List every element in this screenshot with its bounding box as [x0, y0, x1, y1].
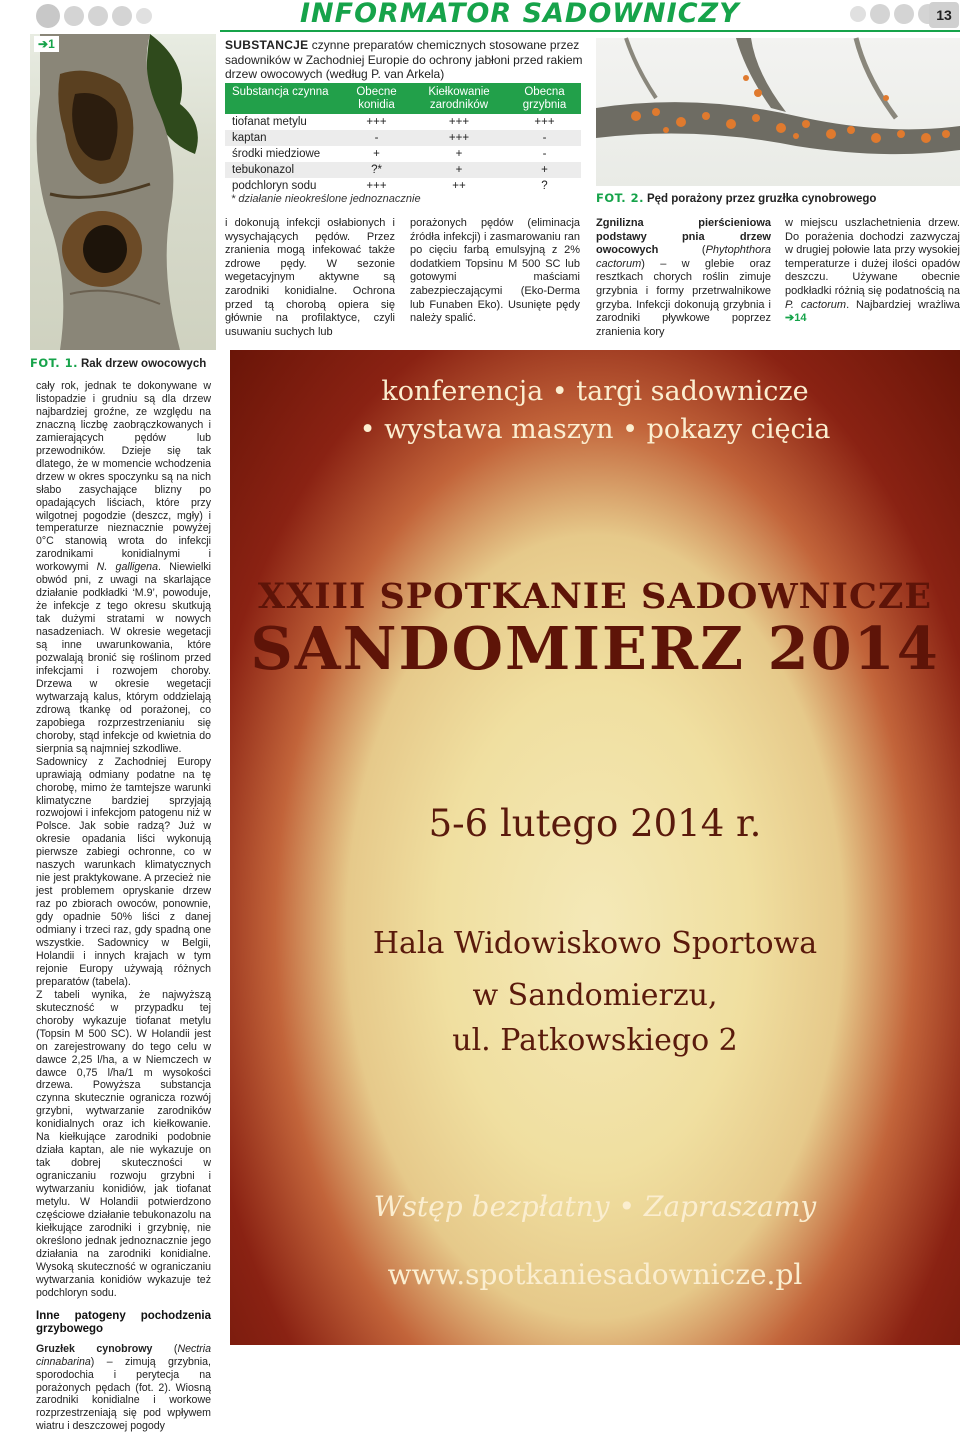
branch-illustration	[596, 38, 960, 186]
table-row: tebukonazol ?* + +	[225, 162, 581, 178]
photo-canker	[30, 34, 216, 350]
header-rule	[220, 30, 960, 32]
substances-table	[225, 83, 581, 194]
ad-venue-line3: ul. Patkowskiego 2	[452, 1023, 738, 1058]
table-lead: SUBSTANCJE czynne preparatów chemicznych stosowane przez sadowników w Zachodniej Europie do ochrony jabłoni przed rakiem drzew owocowych (według P. van Arkela)	[225, 38, 583, 81]
photo-tag: ➔1	[34, 36, 59, 52]
tree-canker-illustration	[30, 34, 216, 350]
text-column-d: Zgnilizna pierścieniowa podstawy pnia drzew owocowych (Phytophthora cactorum) – w glebie oraz resztkach chorych roślin zimuje grzybnia i formy przetrwalnikowe grzyba. Infekcji dokonują grzybnia i zarodniki pływkowe poprzez zranienia kory	[596, 217, 771, 338]
text-column-left: cały rok, jednak te dokonywane w listopadzie i grudniu są dla drzew najbardziej groźne, ze względu na znaczną liczbę zaobrączkowanych i zamierających pędów lub przewodników. Dzieje się tak dlatego, że w momencie wchodzenia drzew w okres spoczynku są na nich słabo zasychające blizny po opadających liściach, które przy wilgotnej pogodzie (deszcz, mgły) i temperaturze nieznacznie powyżej 0°C stanowią wrota do infekcji zarodnikami konidialnymi i workowymi N. galligena. Niewielki obwód pni, z uwagi na skarlające działanie podkładki ‘M.9’, powoduje, że infekcje z tego okresu skutkują tak dużymi stratami w nowych nasadzeniach. W okresie wegetacji są inne uwarunkowania, które pozwalają bronić się roślinom przed infekcjami i rozwojem choroby. Drzewa w okresie wegetacji wytwarzają kalus, którym oddzielają zdrową tkankę od porażonej, co zapobiega rozprzestrzenianiu się choroby, stąd infekcje od kwietnia do sierpnia są najmniej szkodliwe. Sadownicy z Zachodniej Europy uprawiają odmiany podatne na tę chorobę, mimo że tamtejsze warunki klimatyczne bardziej sprzyjają rozwojowi i infekcjom patogenu niż w Polsce. Jak sobie radzą? Już w okresie opadania liści wykonują pierwsze zabiegi ochronne, co w naszych warunkach klimatycznych nie jest praktykowane. A przecież nie jest problemem opryskanie drzew raz po zbiorach owoców, ponownie, gdy opadnie 50% liści z danej odmiany i trzeci raz, gdy spadną one wszystkie. Sadownicy w Belgii, Holandii i innych krajach w tym rejonie Europy używają różnych preparatów (tabela). Z tabeli wynika, że najwyższą skuteczność w przypadku tej choroby wykazuje tiofanat metylu (Topsin M 500 SC). W Holandii jest on zarejestrowany do tego celu w dawce 2,25 l/ha, a w Niemczech w dawce 0,75 l/ha/1 m wysokości drzewa. Powyższa substancja czynna skutecznie ogranicza rozwój grzybni, wytwarzanie zarodników konidialnych oraz ich kiełkowanie. Na kiełkujące zarodniki podobnie działa kaptan, ale nie wykazuje on tak dobrej skuteczności w ograniczaniu rozwoju grzybni i wytwarzaniu konidiów, jak tiofanat metylu. W Holandii potwierdzono częściowe działanie tebukonazolu na kiełkujące zarodniki i grzybnię, nie określono jednak jednoznacznie jego działania na zarodniki konidialne. Wysoką skuteczność w ograniczaniu wytwarzania konidiów wykazuje też podchloryn sodu. Inne patogeny pochodzenia grzybowego Gruzłek cynobrowy (Nectria cinnabarina) – zimują grzybnia, sporodochia i perytecja na porażonych pędach (fot. 2). Wiosną zarodniki konidialne i workowe rozprzestrzeniają się pod wpływem wiatru i deszczowej pogody	[36, 380, 211, 1433]
table-header: Kiełkowanie zarodników	[410, 83, 505, 114]
table-row: podchloryn sodu +++ ++ ?	[225, 178, 581, 194]
table-note: * działanie nieokreślone jednoznacznie	[231, 193, 421, 205]
header-decor-dots-left	[36, 4, 152, 28]
section-heading: Inne patogeny pochodzenia grzybowego	[36, 1309, 211, 1336]
photo1-caption: FOT. 1. Rak drzew owocowych	[30, 356, 207, 370]
table-header: Substancja czynna	[225, 83, 340, 114]
continued-arrow: ➔14	[785, 312, 807, 325]
ad-entry-text: Wstęp bezpłatny • Zapraszamy	[373, 1190, 817, 1223]
magazine-title: INFORMATOR SADOWNICZY	[300, 0, 740, 29]
ad-website-link[interactable]: www.spotkaniesadownicze.pl	[387, 1258, 803, 1291]
ad-venue-line1: Hala Widowiskowo Sportowa	[372, 926, 818, 961]
ad-line2: • wystawa maszyn • pokazy cięcia	[359, 414, 831, 445]
text-column-e: w miejscu uszlachetnienia drzew. Do porażenia dochodzi zazwyczaj w drugiej połowie lata przy wysokiej temperaturze i dużej ilości opadów deszczu. Używane obecnie podkładki różnią się podatnością na P. cactorum. Najbardziej wrażliwa ➔14	[785, 217, 960, 325]
table-header: Obecne konidia	[340, 83, 410, 114]
ad-date: 5-6 lutego 2014 r.	[428, 802, 762, 845]
table-row: środki miedziowe + + -	[225, 146, 581, 162]
text-column-b: i dokonują infekcji osłabionych i wysychających pędów. Przez zranienia mogą infekować także zdrowe pędy. W sezonie wegetacyjnym aktywne są zarodniki konidialne. Ochrona przed tą chorobą opiera się głównie na profilaktyce, czyli usuwaniu suchych lub	[225, 217, 395, 338]
ad-event-headline: SANDOMIERZ 2014	[250, 614, 940, 683]
ad-line1: konferencja • targi sadownicze	[381, 376, 809, 407]
table-header: Obecna grzybnia	[505, 83, 581, 114]
table-row: kaptan - +++ -	[225, 130, 581, 146]
ad-event-name: XXIII SPOTKANIE SADOWNICZE	[257, 576, 933, 617]
ad-venue-line2: w Sandomierzu,	[472, 978, 718, 1013]
arrow-icon: ➔	[38, 37, 49, 51]
photo2-caption: FOT. 2. Pęd porażony przez gruzłka cynobrowego	[596, 191, 877, 205]
event-advertisement	[230, 350, 960, 1345]
header-decor-dots-right	[850, 4, 938, 24]
page-number: 13	[929, 2, 959, 28]
photo-cinnabar-branch	[596, 38, 960, 186]
table-row: tiofanat metylu +++ +++ +++	[225, 114, 581, 130]
text-column-c: porażonych pędów (eliminacja źródła infekcji) i zasmarowaniu ran po cięciu farbą emulsyjną z 2% dodatkiem Topsinu M 500 SC lub gotowymi maściami zabezpieczającymi (Eko-Derma lub Funaben Eko). Usunięte pędy należy spalić.	[410, 217, 580, 325]
